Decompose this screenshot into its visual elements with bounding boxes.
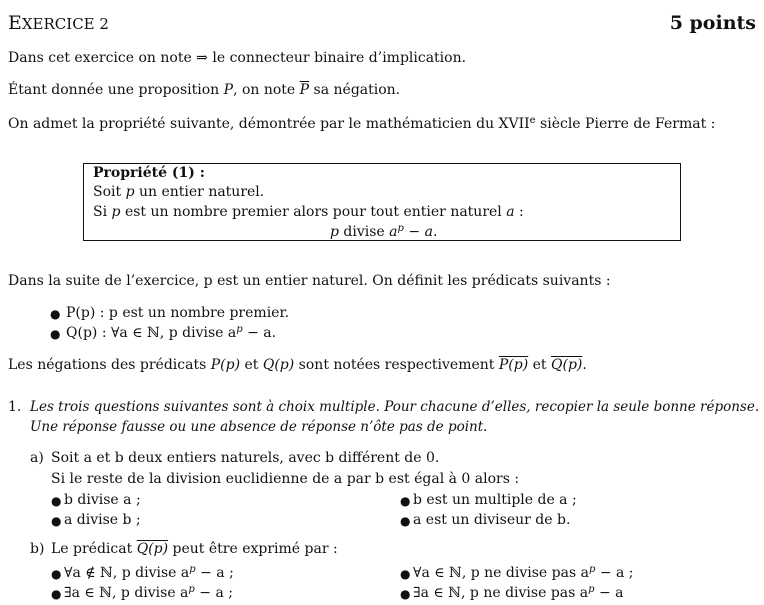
question-1-number: 1. xyxy=(8,399,22,415)
property-line-2 xyxy=(93,204,524,220)
predicate-q-ref: Q(p) xyxy=(262,357,295,373)
exponent-p: p xyxy=(397,223,404,234)
century-superscript: e xyxy=(529,115,536,126)
answer-a-option-3: a divise b ; xyxy=(64,512,141,528)
variable-a: a xyxy=(389,224,398,240)
negations-text: sont notées respectivement xyxy=(294,357,499,373)
question-a-line-2: Si le reste de la division euclidienne de a par b est égal à 0 alors : xyxy=(51,471,520,487)
predicate-p-ref: P(p) xyxy=(210,357,241,373)
answer-b-option-4 xyxy=(413,585,624,601)
negations-line xyxy=(8,357,587,373)
property-text: Soit xyxy=(93,184,126,200)
title-rest: XERCICE 2 xyxy=(21,15,109,33)
title-initial: E xyxy=(8,12,22,34)
question-b-text: Le prédicat xyxy=(51,541,137,557)
variable-p: P xyxy=(223,82,234,98)
intro-line-2-part: Étant donnée une proposition xyxy=(8,82,224,98)
bullet-icon: ● xyxy=(51,587,62,601)
exponent-p: p xyxy=(588,584,595,595)
formula-text: − xyxy=(403,224,425,240)
intro-line-3-part: siècle Pierre de Fermat : xyxy=(535,116,716,132)
formula-text: divise xyxy=(338,224,390,240)
variable-p: p xyxy=(125,184,135,200)
intro-line-2 xyxy=(8,82,400,98)
exponent-p: p xyxy=(588,564,596,575)
predicate-q-text: Q(p) : ∀a ∈ ℕ, p divise a xyxy=(66,325,237,341)
question-b-line-1 xyxy=(51,541,338,557)
bullet-icon: ● xyxy=(50,327,61,341)
negations-text: et xyxy=(528,357,551,373)
intro-line-2-part: , on note xyxy=(233,82,300,98)
context-line: Dans la suite de l’exercice, p est un entier naturel. On définit les prédicats suivants : xyxy=(8,273,611,289)
property-line-1 xyxy=(93,184,264,200)
predicate-q-negation: Q(p) xyxy=(136,541,169,557)
bullet-icon: ● xyxy=(400,494,411,508)
option-text: − a ; xyxy=(195,565,234,581)
exponent-p: p xyxy=(188,584,195,595)
property-text: un entier naturel. xyxy=(134,184,265,200)
answer-b-option-1 xyxy=(64,565,234,581)
points-label: 5 points xyxy=(669,12,756,34)
negations-text: . xyxy=(582,357,587,373)
option-text: − a ; xyxy=(194,585,233,601)
option-text: − a xyxy=(594,585,624,601)
bullet-icon: ● xyxy=(400,587,411,601)
question-1-note: Une réponse fausse ou une absence de réponse n’ôte pas de point. xyxy=(30,419,488,435)
question-b-text: peut être exprimé par : xyxy=(168,541,338,557)
bullet-icon: ● xyxy=(51,567,62,581)
variable-a: a xyxy=(424,224,433,240)
variable-p: p xyxy=(111,204,121,220)
predicate-q-text: − a. xyxy=(242,325,277,341)
answer-b-option-2 xyxy=(413,565,634,581)
intro-line-2-part: sa négation. xyxy=(309,82,401,98)
bullet-icon: ● xyxy=(400,514,411,528)
answer-a-option-4: a est un diviseur de b. xyxy=(413,512,571,528)
bullet-icon: ● xyxy=(51,494,62,508)
predicate-p: P(p) : p est un nombre premier. xyxy=(66,305,290,321)
exponent-p: p xyxy=(236,324,243,335)
bullet-icon: ● xyxy=(51,514,62,528)
option-text: ∃a ∈ ℕ, p divise a xyxy=(64,585,189,601)
variable-p: p xyxy=(330,224,339,240)
option-text: ∀a ∉ ℕ, p divise a xyxy=(64,565,190,581)
question-1-instructions: Les trois questions suivantes sont à choix multiple. Pour chacune d’elles, recopier la seule bonne réponse. xyxy=(30,399,760,415)
predicate-q-negation: Q(p) xyxy=(551,357,583,373)
property-title: Propriété (1) : xyxy=(93,165,205,181)
predicate-q xyxy=(66,325,276,341)
question-a-line-1: Soit a et b deux entiers naturels, avec b différent de 0. xyxy=(51,450,440,466)
property-text: : xyxy=(514,204,524,220)
bullet-icon: ● xyxy=(50,307,61,321)
property-text: est un nombre premier alors pour tout entier naturel xyxy=(120,204,507,220)
property-formula xyxy=(330,224,437,240)
question-a-label: a) xyxy=(30,450,44,466)
exercise-title xyxy=(8,12,109,34)
option-text: ∀a ∈ ℕ, p ne divise pas a xyxy=(413,565,589,581)
formula-text: . xyxy=(432,224,438,240)
question-b-label: b) xyxy=(30,541,45,557)
intro-line-3-part: On admet la propriété suivante, démontrée par le mathématicien du XVII xyxy=(8,116,530,132)
intro-line-1: Dans cet exercice on note ⇒ le connecteur binaire d’implication. xyxy=(8,50,467,66)
exponent-p: p xyxy=(189,564,196,575)
negation-p: $\overline{P}$ xyxy=(299,82,310,98)
answer-a-option-1: b divise a ; xyxy=(64,492,141,508)
intro-line-3 xyxy=(8,116,715,132)
answer-b-option-3 xyxy=(64,585,233,601)
variable-a: a xyxy=(506,204,515,220)
option-text: ∃a ∈ ℕ, p ne divise pas a xyxy=(413,585,589,601)
predicate-p-negation: P(p) xyxy=(498,357,529,373)
bullet-icon: ● xyxy=(400,567,411,581)
negations-text: et xyxy=(240,357,263,373)
option-text: − a ; xyxy=(595,565,634,581)
property-text: Si xyxy=(93,204,112,220)
negations-text: Les négations des prédicats xyxy=(8,357,211,373)
answer-a-option-2: b est un multiple de a ; xyxy=(413,492,577,508)
